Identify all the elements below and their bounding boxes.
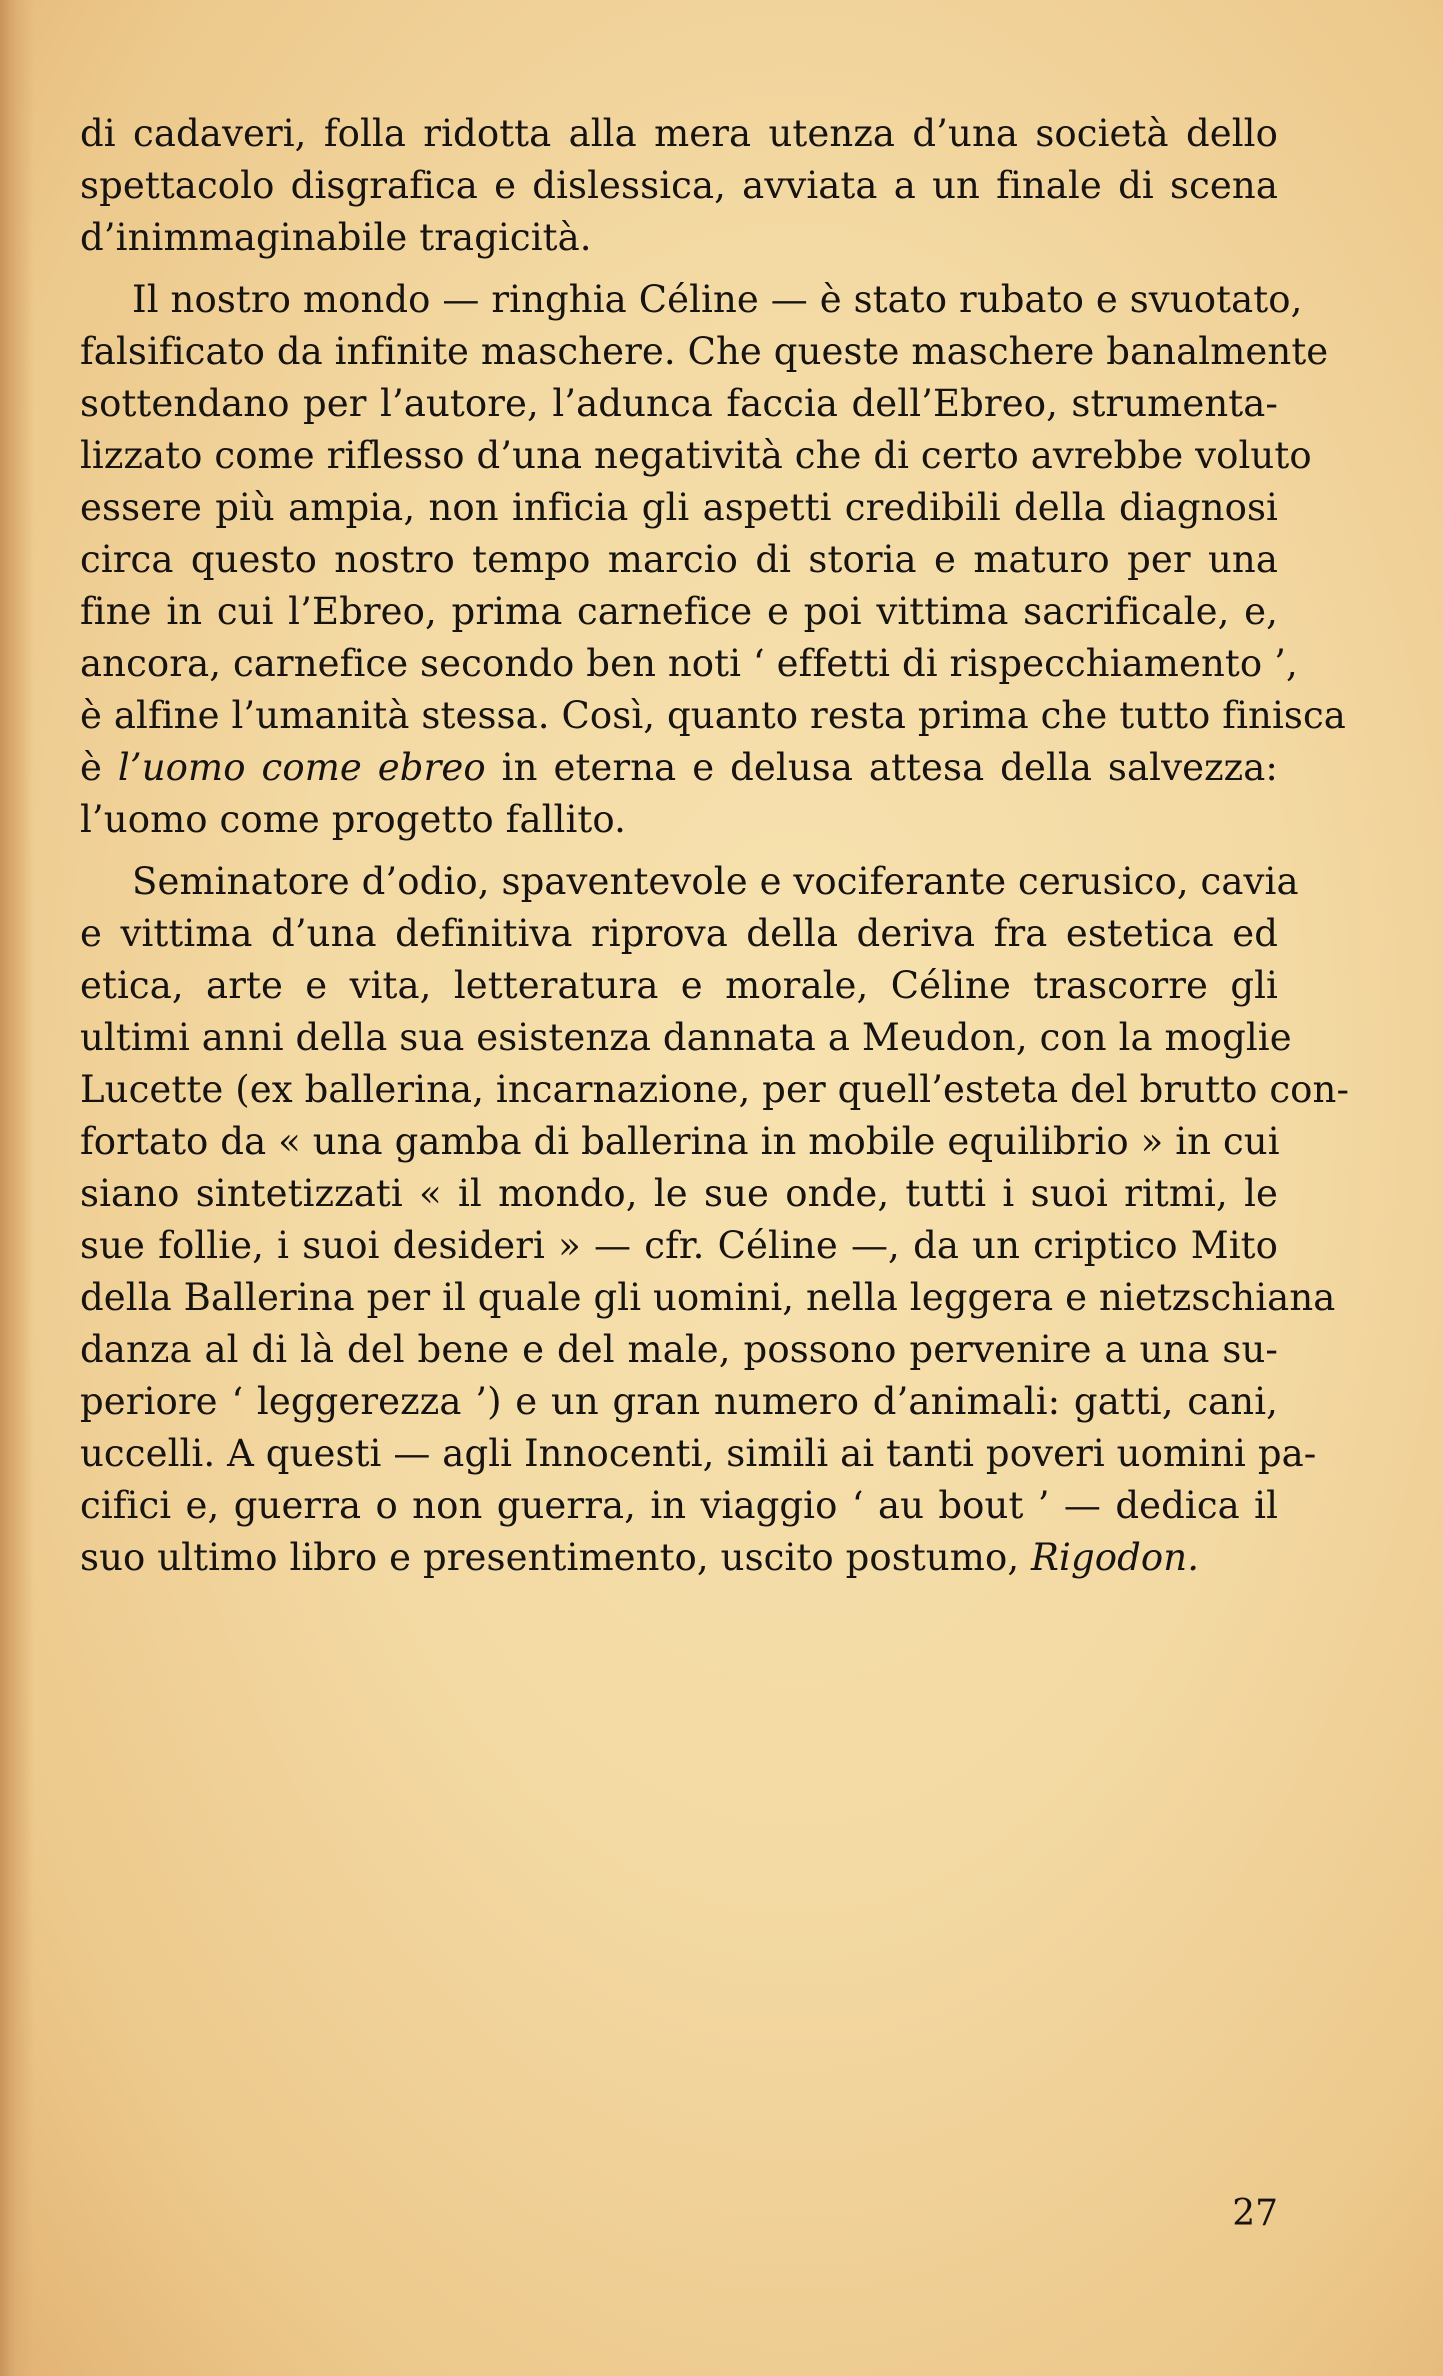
text-segment: lizzato come riflesso d’una negatività che di certo avrebbe voluto: [80, 434, 1312, 477]
text-line: [80, 212, 1278, 264]
text-line: [80, 856, 1299, 908]
text-line: [80, 1116, 1278, 1168]
page-number: 27: [1232, 2193, 1278, 2234]
body-text: [80, 108, 1350, 1594]
text-segment: in eterna e delusa attesa della salvezza:: [485, 746, 1278, 789]
text-segment: è: [80, 746, 118, 789]
text-line: [80, 586, 1278, 638]
text-line: [80, 960, 1278, 1012]
text-line: [80, 742, 1278, 794]
text-line: [80, 794, 1278, 846]
text-line: [80, 1272, 1336, 1324]
text-line: [80, 908, 1278, 960]
text-segment: della Ballerina per il quale gli uomini, nella leggera e nietzschiana: [80, 1276, 1336, 1319]
paragraph: [80, 108, 1278, 264]
text-segment: Seminatore d’odio, spaventevole e vociferante cerusico, cavia: [132, 860, 1299, 903]
paragraph: [80, 856, 1350, 1584]
text-segment: sue follie, i suoi desideri » — cfr. Céline —, da un criptico Mito: [80, 1224, 1278, 1267]
text-segment: suo ultimo libro e presentimento, uscito postumo,: [80, 1536, 1032, 1579]
text-line: [80, 274, 1303, 326]
text-segment: etica, arte e vita, letteratura e morale, Céline trascorre gli: [80, 964, 1278, 1007]
text-segment: falsificato da infinite maschere. Che queste maschere banalmente: [80, 330, 1329, 373]
text-segment: l’uomo come progetto fallito.: [80, 798, 626, 841]
text-segment: danza al di là del bene e del male, possono pervenire a una su-: [80, 1328, 1278, 1371]
text-segment: fortato da « una gamba di ballerina in mobile equilibrio » in cui: [80, 1120, 1280, 1163]
text-line: [80, 638, 1298, 690]
italic-title: l’uomo come ebreo: [117, 746, 486, 789]
text-line: [80, 430, 1312, 482]
text-segment: uccelli. A questi — agli Innocenti, simili ai tanti poveri uomini pa-: [80, 1432, 1317, 1475]
paragraph: [80, 274, 1346, 846]
text-segment: ultimi anni della sua esistenza dannata a Meudon, con la moglie: [80, 1016, 1292, 1059]
text-segment: fine in cui l’Ebreo, prima carnefice e poi vittima sacrificale, e,: [80, 590, 1278, 633]
page-gutter-edge: [0, 0, 34, 2376]
text-line: [80, 1012, 1292, 1064]
text-line: [80, 1480, 1278, 1532]
text-segment: è alfine l’umanità stessa. Così, quanto resta prima che tutto finisca: [80, 694, 1346, 737]
text-line: [80, 1376, 1278, 1428]
text-line: [80, 108, 1278, 160]
text-line: [80, 534, 1278, 586]
text-line: [80, 1168, 1278, 1220]
text-segment: siano sintetizzati « il mondo, le sue onde, tutti i suoi ritmi, le: [80, 1172, 1278, 1215]
text-line: [80, 1532, 1278, 1584]
text-line: [80, 1428, 1317, 1480]
text-segment: sottendano per l’autore, l’adunca faccia dell’Ebreo, strumenta-: [80, 382, 1278, 425]
italic-title: Rigodon.: [1031, 1536, 1200, 1579]
text-segment: d’inimmaginabile tragicità.: [80, 216, 592, 259]
text-segment: circa questo nostro tempo marcio di storia e maturo per una: [80, 538, 1278, 581]
text-segment: Il nostro mondo — ringhia Céline — è stato rubato e svuotato,: [132, 278, 1303, 321]
text-segment: di cadaveri, folla ridotta alla mera utenza d’una società dello: [80, 112, 1278, 155]
text-line: [80, 326, 1329, 378]
text-segment: Lucette (ex ballerina, incarnazione, per quell’esteta del brutto con-: [80, 1068, 1350, 1111]
text-line: [80, 1324, 1278, 1376]
text-segment: essere più ampia, non inficia gli aspetti credibili della diagnosi: [80, 486, 1278, 529]
text-segment: spettacolo disgrafica e dislessica, avviata a un finale di scena: [80, 164, 1278, 207]
text-line: [80, 482, 1278, 534]
text-segment: ancora, carnefice secondo ben noti ‘ effetti di rispecchiamento ’,: [80, 642, 1298, 685]
text-segment: periore ‘ leggerezza ’) e un gran numero d’animali: gatti, cani,: [80, 1380, 1278, 1423]
text-line: [80, 690, 1346, 742]
text-line: [80, 160, 1278, 212]
text-segment: e vittima d’una definitiva riprova della deriva fra estetica ed: [80, 912, 1278, 955]
text-line: [80, 378, 1278, 430]
text-line: [80, 1220, 1278, 1272]
text-line: [80, 1064, 1350, 1116]
text-segment: cifici e, guerra o non guerra, in viaggio ‘ au bout ’ — dedica il: [80, 1484, 1278, 1527]
